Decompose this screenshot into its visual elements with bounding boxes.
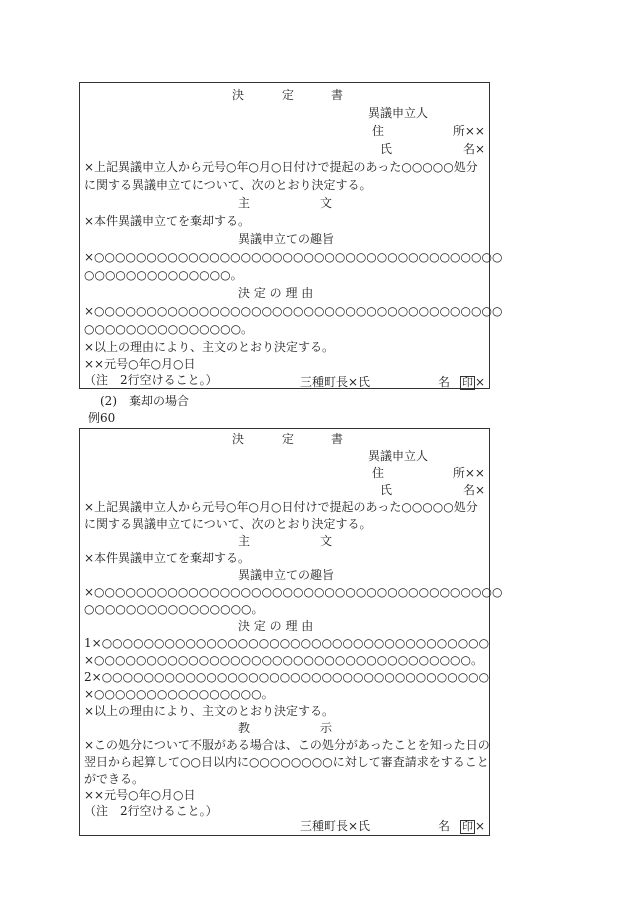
title-char: 決 (232, 432, 245, 446)
instruction-line: 翌日から起算して○○日以内に○○○○○○○○に対して審査請求をすること (84, 755, 489, 769)
seal-tail: × (475, 375, 486, 389)
reason-heading: 決 定 の 理 由 (238, 619, 314, 633)
reason-line: ×○○○○○○○○○○○○○○○○○○○○○○○○○○○○○○○○○○○○○○○ (84, 304, 503, 318)
applicant-label: 異議申立人 (368, 106, 429, 120)
applicant-label: 異議申立人 (368, 449, 429, 463)
signer-name-label: 名 (438, 819, 451, 833)
section-caption: (2) 棄却の場合 (100, 394, 189, 408)
name-label: 氏 (380, 483, 393, 497)
instruction-line: ×この処分について不服がある場合は、この処分があったことを知った日の (84, 738, 490, 752)
note: （注 2行空けること。） (84, 373, 218, 387)
title-char: 定 (282, 88, 295, 102)
reason-line: 1×○○○○○○○○○○○○○○○○○○○○○○○○○○○○○○○○○○○○○ (84, 636, 490, 650)
name-value: 名× (462, 142, 485, 156)
purpose-heading: 異議申立ての趣旨 (238, 568, 335, 582)
signer-name-label: 名 (438, 375, 451, 389)
purpose-heading: 異議申立ての趣旨 (238, 232, 335, 246)
signer: 三種町長×氏 (300, 375, 371, 389)
purpose-line: ○○○○○○○○○○○○○○。 (84, 268, 243, 282)
address-value: 所×× (452, 124, 485, 138)
decision-document-1 (79, 82, 503, 389)
document-title (80, 431, 489, 447)
main-heading: 文 (320, 196, 333, 210)
main-heading: 文 (320, 534, 333, 548)
body-line: に関する異議申立てについて、次のとおり決定する。 (84, 178, 372, 192)
reason-line: ×以上の理由により、主文のとおり決定する。 (84, 340, 335, 354)
reason-heading: 決 定 の 理 由 (238, 286, 314, 300)
decision-date: ××元号○年○月○日 (84, 788, 196, 802)
seal-stamp: 印 (462, 820, 473, 833)
reason-line: ○○○○○○○○○○○○○○○。 (84, 322, 254, 336)
address-label: 住 (372, 124, 385, 138)
decision-date: ××元号○年○月○日 (84, 357, 196, 371)
title-char: 書 (331, 88, 344, 102)
body-line: ×上記異議申立人から元号○年○月○日付けで提起のあった○○○○○処分 (84, 160, 478, 174)
purpose-line: ○○○○○○○○○○○○○○○○。 (84, 602, 264, 616)
reason-line: ×○○○○○○○○○○○○○○○○○○○○○○○○○○○○○○○○○○○○。 (84, 653, 484, 667)
body-line: に関する異議申立てについて、次のとおり決定する。 (84, 517, 372, 531)
reason-line: ×以上の理由により、主文のとおり決定する。 (84, 704, 335, 718)
reason-line: 2×○○○○○○○○○○○○○○○○○○○○○○○○○○○○○○○○○○○○○ (84, 670, 490, 684)
title-char: 書 (331, 432, 344, 446)
example-number: 例60 (88, 411, 116, 425)
seal-tail: × (475, 819, 486, 833)
document-title (80, 87, 489, 103)
body-line: ×上記異議申立人から元号○年○月○日付けで提起のあった○○○○○処分 (84, 500, 478, 514)
main-heading: 主 (238, 534, 251, 548)
main-heading: 主 (238, 196, 251, 210)
instruction-heading: 教 (238, 721, 251, 735)
name-label: 氏 (380, 142, 393, 156)
purpose-line: ×○○○○○○○○○○○○○○○○○○○○○○○○○○○○○○○○○○○○○○○ (84, 250, 503, 264)
instruction-heading: 示 (320, 721, 333, 735)
main-text: ×本件異議申立てを棄却する。 (84, 214, 251, 228)
instruction-line: ができる。 (84, 772, 145, 786)
name-value: 名× (462, 483, 485, 497)
address-value: 所×× (452, 466, 485, 480)
note: （注 2行空けること。） (84, 804, 218, 818)
title-char: 定 (282, 432, 295, 446)
reason-line: ×○○○○○○○○○○○○○○○○。 (84, 687, 274, 701)
title-char: 決 (232, 88, 245, 102)
address-label: 住 (372, 466, 385, 480)
purpose-line: ×○○○○○○○○○○○○○○○○○○○○○○○○○○○○○○○○○○○○○○○ (84, 585, 503, 599)
seal-stamp: 印 (462, 376, 473, 389)
main-text: ×本件異議申立てを棄却する。 (84, 551, 251, 565)
signer: 三種町長×氏 (300, 819, 371, 833)
decision-document-2 (79, 428, 503, 836)
